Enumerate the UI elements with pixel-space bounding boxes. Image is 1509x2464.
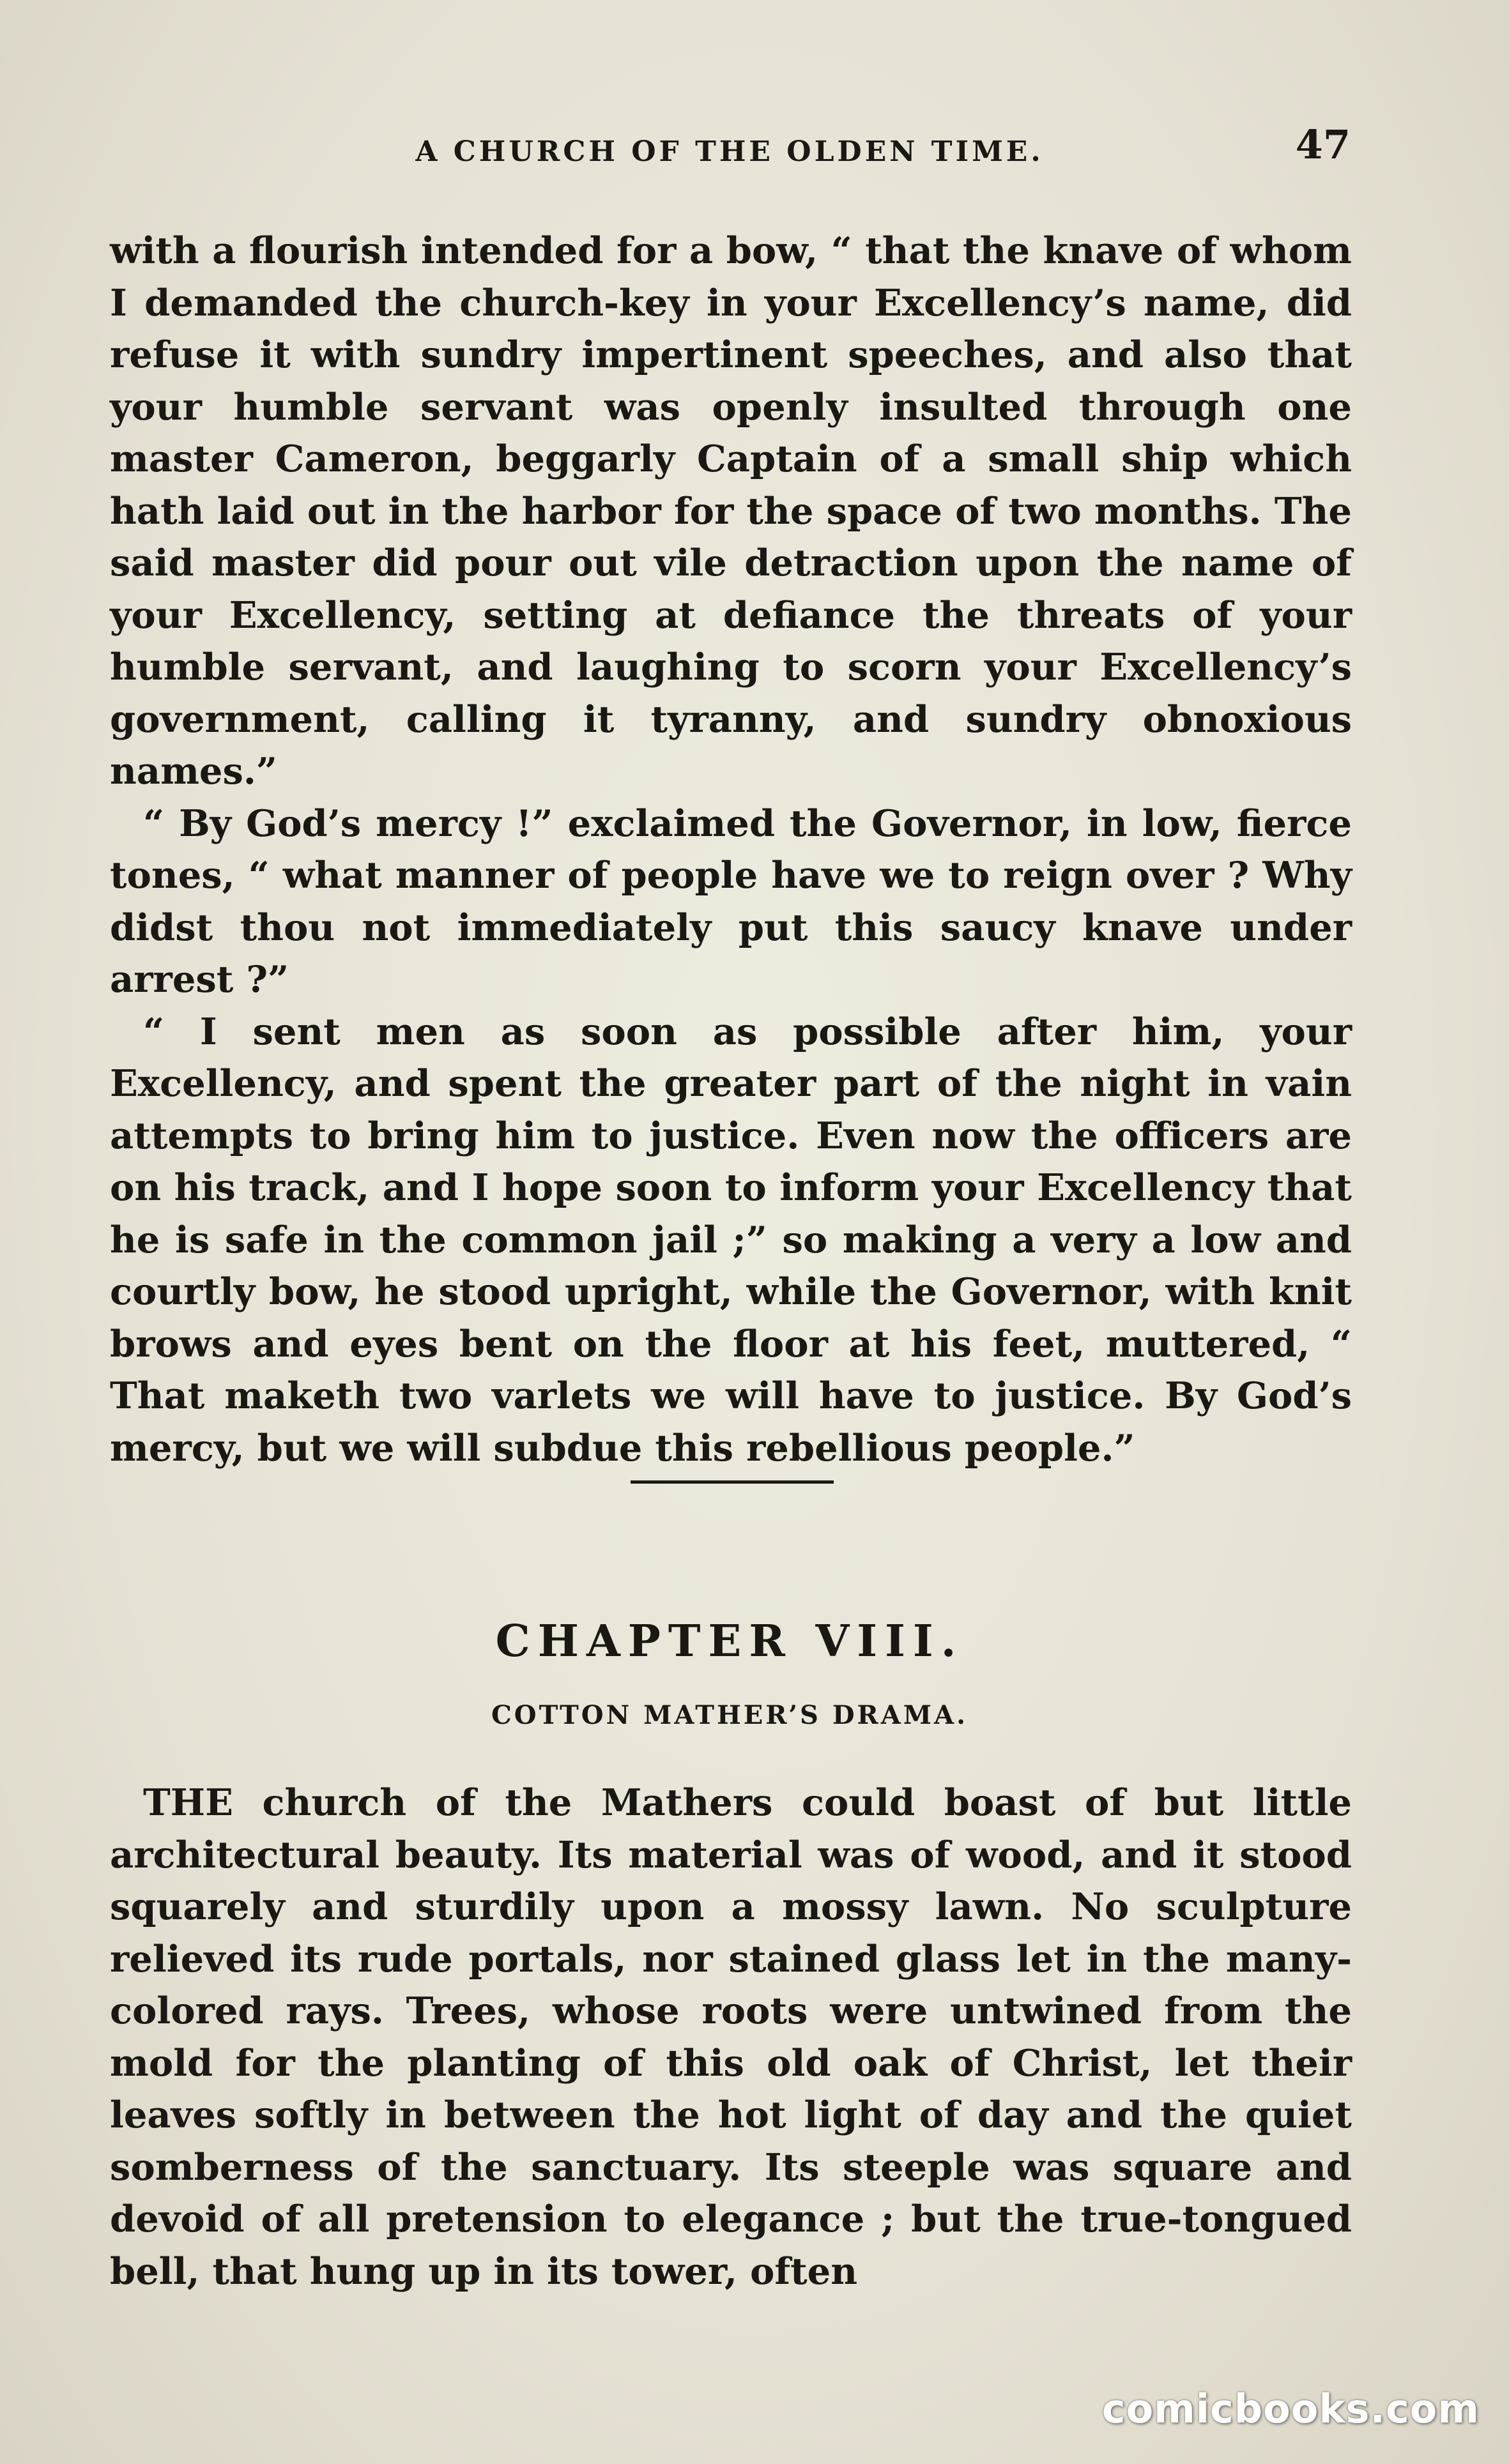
chapter-subtitle: COTTON MATHER’S DRAMA. (491, 1700, 969, 1730)
section-divider (631, 1480, 834, 1484)
running-head: A CHURCH OF THE OLDEN TIME. (415, 135, 1044, 168)
page-number: 47 (1295, 121, 1351, 168)
chapter-opening-paragraph: THE church of the Mathers could boast of but little architectural beauty. Its material was of wood, and it stood squarely and sturdily upon a mossy lawn. No sculpture relieved its rude portals, nor stained glass let in the many-colored rays. Trees, whose roots were untwined from the mold for the planting of this old oak of Christ, let their leaves softly in between the hot light of day and the quiet somberness of the sanctuary. Its steeple was square and devoid of all pretension to elegance ; but the true-tongued bell, that hung up in its tower, often (110, 1781, 1352, 2293)
chapter-title: CHAPTER VIII. (495, 1616, 964, 1667)
paragraph-1: with a flourish intended for a bow, “ that the knave of whom I demanded the church-key in your Excellency’s name, did refuse it with sundry impertinent speeches, and also that your humble servant was openly insulted through one master Cameron, beggarly Captain of a small ship which hath laid out in the harbor for the space of two months. The said master did pour out vile detraction upon the name of your Excellency, setting at defiance the threats of your humble servant, and laughing to scorn your Excellency’s government, calling it tyranny, and sundry obnoxious names.” (110, 229, 1352, 793)
watermark: comicbooks.com (1101, 2385, 1480, 2432)
page-header (109, 121, 1351, 179)
chapter-text (110, 1777, 1352, 2297)
paragraph-3: “ I sent men as soon as possible after him, your Excellency, and spent the greater part of the night in vain attempts to bring him to justice. Even now the officers are on his track, and I hope soon to inform your Excellency that he is safe in the common jail ;” so making a very a low and courtly bow, he stood upright, while the Governor, with knit brows and eyes bent on the floor at his feet, muttered, “ That maketh two varlets we will have to justice. By God’s mercy, but we will subdue this rebellious people.” (110, 1009, 1352, 1470)
body-text (110, 225, 1352, 1474)
paragraph-2: “ By God’s mercy !” exclaimed the Governor, in low, fierce tones, “ what manner of people have we to reign over ? Why didst thou not immediately put this saucy knave under arrest ?” (110, 801, 1352, 1001)
